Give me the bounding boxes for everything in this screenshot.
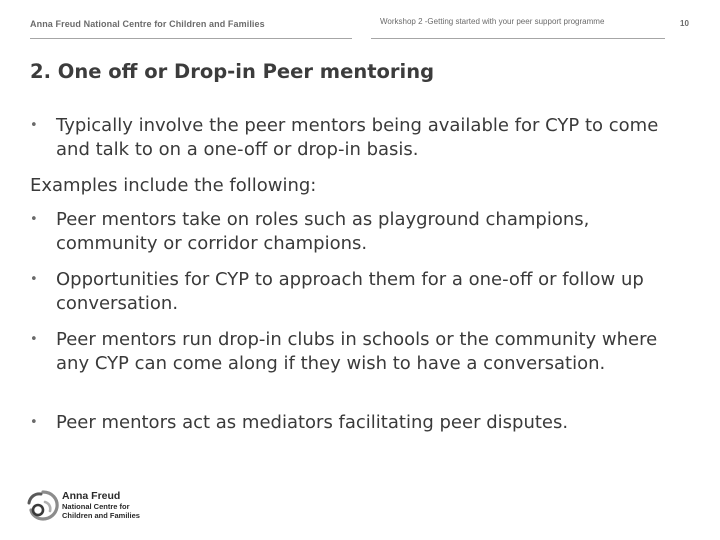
bullet-marker: •	[30, 272, 38, 287]
bullet-marker: •	[30, 415, 38, 430]
logo-line-1: Anna Freud	[62, 490, 121, 502]
list-item-text: Peer mentors take on roles such as playground champions, community or corridor champions.	[56, 209, 590, 254]
logo-line-2: National Centre for	[62, 502, 130, 511]
intro-bullet	[30, 114, 680, 161]
examples-heading: Examples include the following:	[30, 175, 317, 196]
list-item	[30, 208, 680, 255]
bullet-marker: •	[30, 332, 38, 347]
list-item	[30, 411, 680, 435]
list-item-text: Opportunities for CYP to approach them for a one-off or follow up conversation.	[56, 269, 644, 314]
anna-freud-logo-icon	[26, 490, 60, 522]
bullet-marker: •	[30, 118, 38, 133]
list-item	[30, 328, 680, 375]
slide-title: 2. One off or Drop-in Peer mentoring	[30, 60, 435, 83]
header-divider-left	[30, 38, 352, 39]
page-number: 10	[680, 19, 689, 28]
bullet-marker: •	[30, 212, 38, 227]
list-item-text: Peer mentors run drop-in clubs in schools or the community where any CYP can come along if they wish to have a conversation.	[56, 329, 658, 374]
intro-bullet-text: Typically involve the peer mentors being available for CYP to come and talk to on a one-off or drop-in basis.	[56, 115, 659, 160]
logo-wordmark	[62, 490, 140, 520]
list-item	[30, 268, 680, 315]
logo-line-3: Children and Families	[62, 511, 140, 520]
header-organization: Anna Freud National Centre for Children and Families	[30, 19, 265, 29]
header-workshop-title: Workshop 2 -Getting started with your peer support programme	[380, 17, 605, 26]
list-item-text: Peer mentors act as mediators facilitating peer disputes.	[56, 412, 569, 433]
header-divider-right	[371, 38, 665, 39]
